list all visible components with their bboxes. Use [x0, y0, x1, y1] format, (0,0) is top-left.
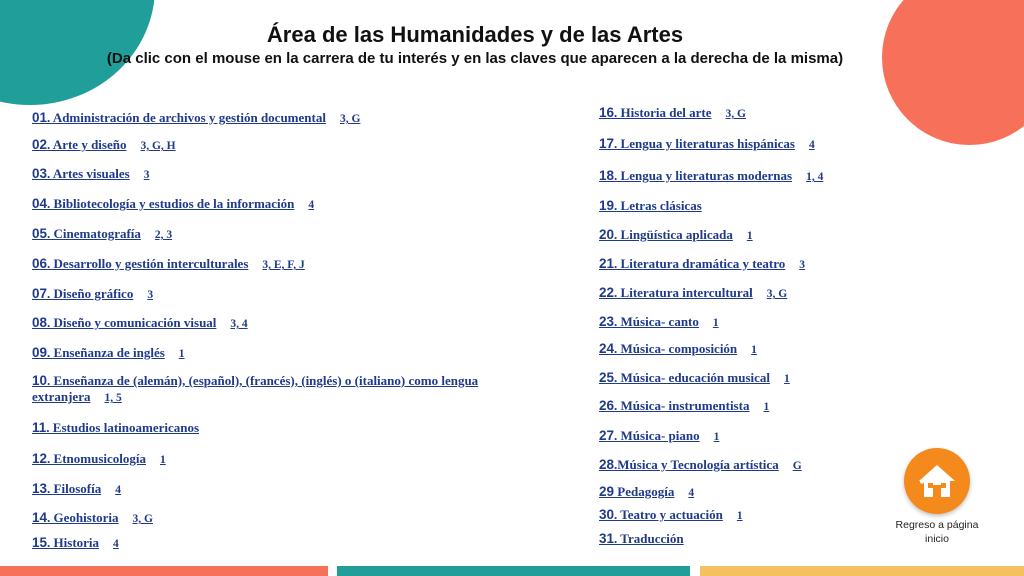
career-item-04[interactable]: [32, 196, 314, 212]
career-number: 17: [599, 136, 615, 151]
career-item-10[interactable]: [32, 373, 512, 406]
career-keys-link[interactable]: 1: [763, 401, 770, 413]
career-keys-link[interactable]: 1: [178, 348, 185, 360]
career-number: 20: [599, 227, 615, 242]
career-item-28[interactable]: [599, 457, 802, 473]
house-icon: [915, 460, 959, 502]
career-name: . Arte y diseño: [47, 137, 127, 152]
career-keys-link[interactable]: 1, 4: [806, 171, 824, 183]
career-item-26[interactable]: [599, 398, 769, 414]
career-number: 23: [599, 314, 615, 329]
career-number: 19: [599, 198, 615, 213]
career-link[interactable]: [32, 315, 216, 330]
career-name: . Enseñanza de (alemán), (español), (francés), (inglés) o (italiano) como lengua extranjera: [32, 373, 479, 404]
career-name: . Traducción: [614, 531, 684, 546]
career-link[interactable]: [599, 457, 779, 472]
career-number: 21: [599, 256, 615, 271]
decorative-band-coral: [0, 566, 328, 576]
career-name: . Música- educación musical: [614, 370, 771, 385]
career-item-17[interactable]: [599, 136, 815, 152]
career-item-20[interactable]: [599, 227, 753, 243]
career-number: 08: [32, 315, 48, 330]
career-link[interactable]: [32, 256, 248, 271]
career-number: 16: [599, 105, 615, 120]
career-number: 25: [599, 370, 615, 385]
career-keys-link[interactable]: 1: [784, 373, 790, 385]
career-name: . Enseñanza de inglés: [47, 345, 165, 360]
career-link[interactable]: [32, 510, 119, 525]
career-number: 05: [32, 226, 48, 241]
career-item-22[interactable]: [599, 285, 787, 301]
career-number: 02: [32, 137, 48, 152]
career-link[interactable]: [32, 137, 126, 152]
career-name: . Historia: [47, 535, 100, 550]
career-item-09[interactable]: [32, 345, 185, 361]
career-item-06[interactable]: [32, 256, 305, 272]
career-keys-link[interactable]: 4: [688, 487, 695, 499]
career-item-29[interactable]: [599, 484, 694, 500]
career-keys-link[interactable]: 3, G: [766, 288, 788, 300]
career-keys-link[interactable]: 1: [160, 454, 166, 466]
career-name: . Historia del arte: [614, 105, 712, 120]
career-number: 18: [599, 168, 615, 183]
career-link[interactable]: [32, 451, 146, 466]
career-keys-link[interactable]: 1, 5: [104, 392, 122, 404]
career-link[interactable]: [599, 256, 785, 271]
career-item-08[interactable]: [32, 315, 248, 331]
career-name: . Lingüística aplicada: [614, 227, 733, 242]
career-number: 09: [32, 345, 48, 360]
career-name: . Diseño gráfico: [47, 286, 134, 301]
home-button[interactable]: [904, 448, 970, 514]
career-item-15[interactable]: [32, 535, 119, 551]
career-keys-link[interactable]: 1: [713, 431, 720, 443]
career-item-19[interactable]: [599, 198, 702, 214]
career-item-03[interactable]: [32, 166, 149, 182]
career-number: 04: [32, 196, 48, 211]
career-keys-link[interactable]: G: [792, 460, 802, 472]
career-number: 31: [599, 531, 615, 546]
career-number: 27: [599, 428, 615, 443]
career-link[interactable]: [599, 370, 770, 385]
career-item-14[interactable]: [32, 510, 153, 526]
career-name: .Música y Tecnología artística: [614, 457, 779, 472]
career-name: . Música- instrumentista: [614, 398, 750, 413]
career-link[interactable]: [599, 105, 712, 120]
career-item-18[interactable]: [599, 168, 823, 184]
career-number: 01: [32, 110, 48, 125]
career-item-13[interactable]: [32, 481, 121, 497]
career-name: . Estudios latinoamericanos: [46, 420, 200, 435]
career-keys-link[interactable]: 1: [746, 230, 753, 242]
career-name: . Teatro y actuación: [614, 507, 723, 522]
career-link[interactable]: [599, 428, 700, 443]
career-keys-link[interactable]: 1: [712, 317, 719, 329]
career-number: 10: [32, 373, 48, 388]
career-link[interactable]: [32, 373, 478, 404]
career-item-11[interactable]: [32, 420, 199, 436]
career-name: . Música- canto: [614, 314, 699, 329]
career-item-31[interactable]: [599, 531, 684, 547]
career-link[interactable]: [599, 227, 733, 242]
career-number: 13: [32, 481, 48, 496]
career-link[interactable]: [32, 420, 199, 435]
career-item-12[interactable]: [32, 451, 166, 467]
career-name: . Etnomusicología: [47, 451, 146, 466]
career-item-05[interactable]: [32, 226, 172, 242]
career-name: . Música- composición: [614, 341, 738, 356]
career-item-16[interactable]: [599, 105, 746, 121]
career-number: 15: [32, 535, 48, 550]
career-number: 26: [599, 398, 615, 413]
career-number: 03: [32, 166, 48, 181]
career-link[interactable]: [32, 345, 165, 360]
career-name: . Geohistoria: [47, 510, 119, 525]
career-number: 24: [599, 341, 615, 356]
career-link[interactable]: [599, 531, 684, 546]
decorative-band-yellow: [700, 566, 1024, 576]
career-name: Pedagogía: [614, 484, 675, 499]
career-link[interactable]: [599, 168, 792, 183]
career-link[interactable]: [599, 507, 723, 522]
career-name: . Lengua y literaturas hispánicas: [614, 136, 795, 151]
career-keys-link[interactable]: 3, 4: [230, 318, 248, 330]
career-number: 07: [32, 286, 48, 301]
career-link[interactable]: [32, 481, 101, 496]
career-link[interactable]: [32, 286, 133, 301]
career-link[interactable]: [32, 166, 130, 181]
career-item-25[interactable]: [599, 370, 790, 386]
career-keys-link[interactable]: 4: [115, 484, 121, 496]
career-keys-link[interactable]: 3: [147, 289, 154, 301]
career-name: . Literatura intercultural: [614, 285, 753, 300]
career-name: . Lengua y literaturas modernas: [614, 168, 793, 183]
career-name: . Administración de archivos y gestión documental: [47, 110, 326, 125]
decorative-band-teal: [337, 566, 690, 576]
career-keys-link[interactable]: 4: [308, 199, 315, 211]
career-keys-link[interactable]: 4: [808, 139, 815, 151]
career-item-21[interactable]: [599, 256, 805, 272]
career-link[interactable]: [32, 535, 99, 550]
career-link[interactable]: [599, 314, 699, 329]
career-number: 29: [599, 484, 615, 499]
career-item-27[interactable]: [599, 428, 719, 444]
career-keys-link[interactable]: 3, G: [339, 113, 361, 125]
career-keys-link[interactable]: 1: [751, 344, 757, 356]
career-number: 11: [32, 420, 47, 435]
home-button-label: Regreso a página inicio: [895, 519, 979, 545]
career-keys-link[interactable]: 3: [799, 259, 806, 271]
career-keys-link[interactable]: 3, E, F, J: [262, 259, 305, 271]
page-subtitle: (Da clic con el mouse en la carrera de tu interés y en las claves que aparecen a la derecha de la misma): [106, 50, 844, 67]
career-keys-link[interactable]: 4: [113, 538, 119, 550]
career-name: . Cinematografía: [47, 226, 141, 241]
career-name: . Música- piano: [614, 428, 700, 443]
career-number: 22: [599, 285, 615, 300]
page-title: Área de las Humanidades y de las Artes: [266, 22, 684, 47]
career-link[interactable]: [599, 136, 795, 151]
career-link[interactable]: [32, 110, 326, 125]
career-keys-link[interactable]: 1: [736, 510, 743, 522]
career-name: . Bibliotecología y estudios de la información: [47, 196, 295, 211]
career-name: . Letras clásicas: [614, 198, 702, 213]
career-item-30[interactable]: [599, 507, 743, 523]
career-number: 14: [32, 510, 48, 525]
career-keys-link[interactable]: 2, 3: [154, 229, 173, 241]
decorative-circle-coral: [882, 0, 1024, 145]
career-name: . Desarrollo y gestión interculturales: [47, 256, 249, 271]
career-item-01[interactable]: [32, 110, 360, 126]
career-number: 30: [599, 507, 615, 522]
career-link[interactable]: [599, 198, 702, 213]
career-link[interactable]: [32, 196, 294, 211]
career-link[interactable]: [599, 398, 749, 413]
career-number: 28: [599, 457, 615, 472]
career-number: 06: [32, 256, 48, 271]
career-link[interactable]: [599, 484, 674, 499]
career-item-02[interactable]: [32, 137, 176, 153]
career-link[interactable]: [599, 341, 737, 356]
career-name: . Literatura dramática y teatro: [614, 256, 786, 271]
career-keys-link[interactable]: 3, G: [132, 513, 153, 525]
career-item-23[interactable]: [599, 314, 719, 330]
career-item-07[interactable]: [32, 286, 153, 302]
career-name: . Diseño y comunicación visual: [47, 315, 217, 330]
career-link[interactable]: [599, 285, 753, 300]
career-keys-link[interactable]: 3, G, H: [140, 140, 176, 152]
career-item-24[interactable]: [599, 341, 757, 357]
career-keys-link[interactable]: 3, G: [725, 108, 746, 120]
career-name: . Filosofía: [47, 481, 102, 496]
career-name: . Artes visuales: [47, 166, 130, 181]
career-number: 12: [32, 451, 48, 466]
career-link[interactable]: [32, 226, 141, 241]
career-keys-link[interactable]: 3: [143, 169, 150, 181]
